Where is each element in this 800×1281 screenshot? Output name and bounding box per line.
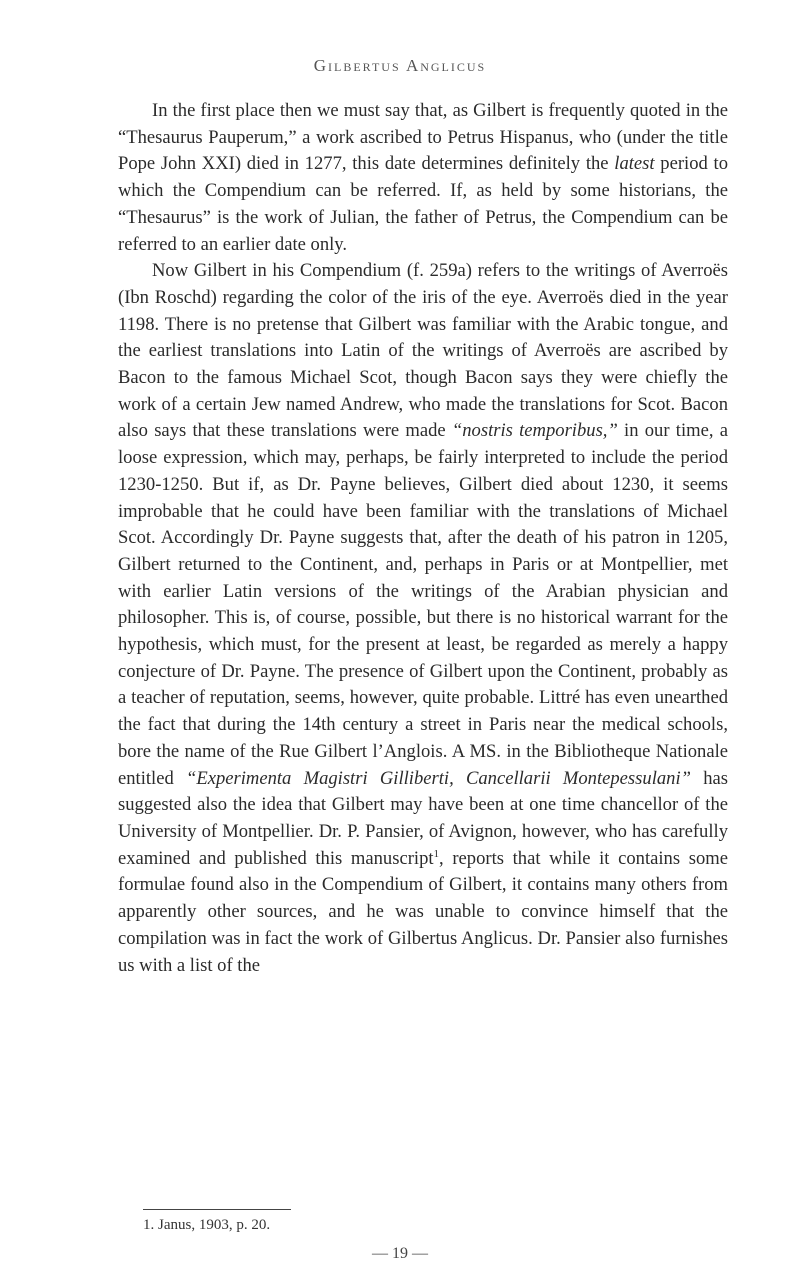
running-head: Gilbertus Anglicus [313,56,487,75]
italic-text: “Experimenta Magistri Gilliberti, Cancellarii Montepessulani” [186,767,691,789]
body-text [118,98,728,979]
footnote: 1. Janus, 1903, p. 20. [143,1217,271,1233]
footnote-divider [143,1209,291,1210]
italic-text: “nostris temporibus,” [451,420,618,442]
text-run: in our time, a loose expression, which may, perhaps, be fairly interpreted to include the period 1230-1250. But if, as Dr. Payne believes, Gilbert died about 1230, it seems improbable that he could have been familiar with the translations of Michael Scot. Accordingly Dr. Payne suggests that, after the death of his patron in 1205, Gilbert returned to the Continent, and, perhaps in Paris or at Montpellier, met with earlier Latin versions of the writings of the Arabian physician and philosopher. This is, of course, possible, but there is no historical warrant for the hypothesis, which must, for the present at least, be regarded as merely a happy conjecture of Dr. Payne. The presence of Gilbert upon the Continent, probably as a teacher of reputation, seems, however, quite probable. Littré has even unearthed the fact that during the 14th century a street in Paris near the medical schools, bore the name of the Rue Gilbert l’Anglois. A MS. in the Bibliotheque Nationale entitled [118,420,728,789]
text-run: period to which the Compendium can be referred. If, as held by some historians, the “Thesaurus” is the work of Julian, the father of Petrus, the Compendium can be referred to an earlier date only. [118,153,729,255]
paragraph [118,258,728,979]
footnote-marker: 1 [433,847,440,860]
italic-text: latest [614,153,655,175]
text-run: , reports that while it contains some formulae found also in the Compendium of Gilbert, it contains many others from apparently other sources, and he was unable to convince himself that the compilation was in fact the work of Gilbertus Anglicus. Dr. Pansier also furnishes us with a list of the [118,847,728,976]
paragraph [118,98,728,258]
text-run: has suggested also the idea that Gilbert may have been at one time chancellor of the University of Montpellier. Dr. P. Pansier, of Avignon, however, who has carefully examined and published this manuscript [118,767,728,869]
text-run: Now Gilbert in his Compendium (f. 259a) refers to the writings of Averroës (Ibn Roschd) regarding the color of the iris of the eye. Averroës died in the year 1198. There is no pretense that Gilbert was familiar with the Arabic tongue, and the earliest translations into Latin of the writings of Averroës are ascribed by Bacon to the famous Michael Scot, though Bacon says they were chiefly the work of a certain Jew named Andrew, who made the translations for Scot. Bacon also says that these translations were made [118,260,728,442]
text-run: In the first place then we must say that, as Gilbert is frequently quoted in the “Thesaurus Pauperum,” a work ascribed to Petrus Hispanus, who (under the title Pope John XXI) died in 1277, this date determines definitely the [118,100,728,175]
page-number: — 19 — [372,1245,428,1262]
